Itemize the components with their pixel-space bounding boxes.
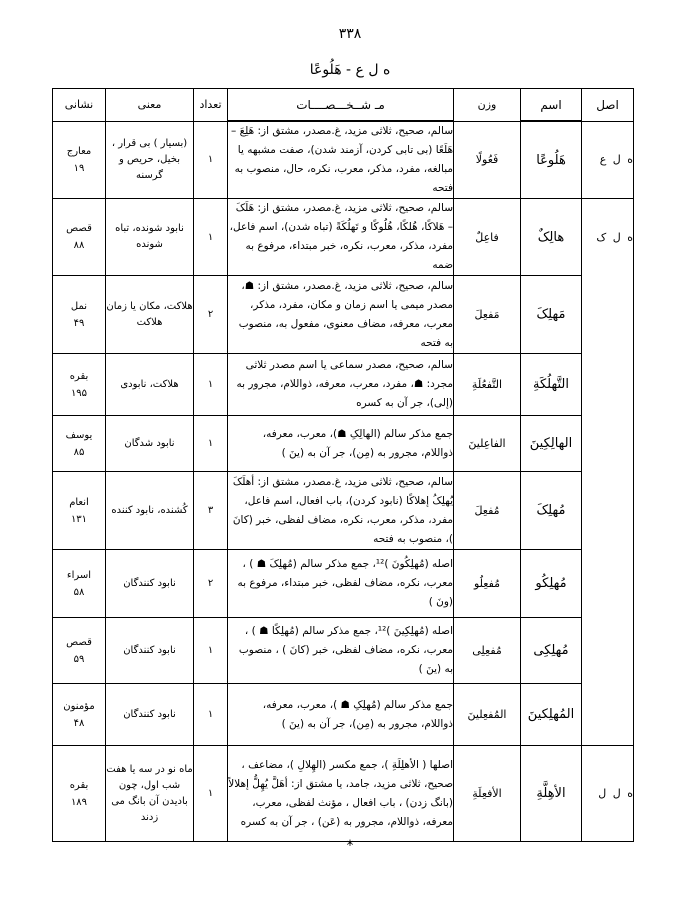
surah-name: مؤمنون [63,700,95,712]
page-number: ۳۳۸ [338,26,362,42]
specification-cell: اصلها ( الأهلِلَةِ )، جمع مکسر (الهِلالِ )، مضاعف ، صحیح، ثلاثی مزید، جامد، یا مشتق از: أهَلَّ یُهِلُّ إهلالاً (بانگ زدن) ، باب افعال ، مؤنث لفظی، معرب، معرفه، ذواللام، مجرور به (عَن) ، جر آن به کسره [228,746,454,842]
root-cell [582,550,634,618]
pattern-cell: المُفعِلینَ [454,684,521,746]
meaning-cell: نابود شدگان [106,416,194,472]
header-word: اسم [521,89,582,122]
meaning-cell: هلاکت، مکان یا زمان هلاکت [106,276,194,354]
word-cell: هالِکٌ [521,199,582,276]
root-cell [582,472,634,550]
count-cell: ۱ [194,416,228,472]
verse-number: ۵۹ [73,653,85,665]
verse-number: ۸۵ [73,446,85,458]
count-cell: ۱ [194,618,228,684]
table-row [53,276,634,354]
specification-cell: اصله (مُهلِکِینَ )¹²، جمع مذکر سالم (مُهلِکًا ☗ ) ، معرب، نکره، مضاف لفظی، خبر (کانَ ) ، منصوب به (ینَ ) [228,618,454,684]
specification-cell: سالم، صحیح، ثلاثی مزید، غ.مصدر، مشتق از: أهلَکَ یُهلِکُ إهلاکًا (نابود کردن)، باب افعال، اسم فاعل، مفرد، مذکر، معرب، نکره، مضاف لفظی، خبر (کانَ )، منصوب به فتحه [228,472,454,550]
reference-cell [53,618,106,684]
verse-number: ۱۹ [73,162,85,174]
meaning-cell: نابود کنندگان [106,550,194,618]
word-cell: مُهلِکِی [521,618,582,684]
verse-number: ۵۸ [73,586,85,598]
word-cell: هَلُوعًا [521,121,582,199]
specification-cell: جمع مذکر سالم (الهالِکِ ☗)، معرب، معرفه، ذواللام، مجرور به (مِن)، جر آن به (ینَ ) [228,416,454,472]
reference-cell [53,746,106,842]
word-cell: مُهلِکُو [521,550,582,618]
table-header-row [53,89,634,122]
header-meaning: معنی [106,89,194,122]
root-cell: ﻩ ل ک [582,199,634,276]
count-cell: ۲ [194,276,228,354]
surah-name: اسراء [66,569,92,581]
verse-number: ۸۸ [73,240,85,251]
header-specification: مـ شــخـــصــــات [228,89,454,122]
table-row [53,618,634,684]
surah-name: بقره [69,370,89,382]
pattern-cell: مُفعِلُو [454,550,521,618]
pattern-cell: فَعُولًا [454,121,521,199]
root-cell: ﻩ ل ل [582,746,634,842]
reference-cell [53,199,106,276]
surah-name: قصص [66,223,92,234]
count-cell: ۳ [194,472,228,550]
verse-number: ۱۸۹ [70,796,88,808]
table-row [53,550,634,618]
reference-cell [53,416,106,472]
specification-cell: سالم، صحیح، ثلاثی مزید، غ.مصدر، مشتق از: هَلِعَ – هَلَعًا (بی تابی کردن، آزمند شدن)، صفت مشبهه یا مبالغه، مفرد، مذکر، معرب، نکره، حال، منصوب به فتحه [228,121,454,199]
reference-cell [53,276,106,354]
count-cell: ۱ [194,121,228,199]
meaning-cell: نابود کنندگان [106,684,194,746]
specification-cell: جمع مذکر سالم (مُهلِکِ ☗ )، معرب، معرفه، ذواللام، مجرور به (مِن)، جر آن به (ینَ ) [228,684,454,746]
root-cell [582,684,634,746]
table-row [53,684,634,746]
count-cell: ۱ [194,746,228,842]
root-cell: ﻩ ل ع [582,121,634,199]
pattern-cell: التَّفعُلَةِ [454,354,521,416]
specification-cell: سالم، صحیح، ثلاثی مزید، غ.مصدر، مشتق از: ☗، مصدر میمی یا اسم زمان و مکان، مفرد، مذکر، معرب، معرفه، مضاف معنوی، مفعول به، منصوب به فتحه [228,276,454,354]
pattern-cell: مُفعِلَ [454,472,521,550]
count-cell: ۱ [194,199,228,276]
footer-asterisk: * [346,838,354,854]
table-row [53,472,634,550]
word-cell: مُهلِکَ [521,472,582,550]
meaning-cell: نابود کنندگان [106,618,194,684]
reference-cell [53,550,106,618]
surah-name: انعام [69,496,89,508]
header-reference: نشانی [53,89,106,122]
table-row [53,199,634,276]
verse-number: ۱۳۱ [70,513,88,525]
root-cell [582,354,634,416]
specification-cell: سالم، صحیح، ثلاثی مزید، غ.مصدر، مشتق از: هَلَکَ – هَلاکًا، هُلکًا، هُلُوکًا و تَهلُکَةً (تباه شدن)، اسم فاعل، مفرد، مذکر، معرب، نکره، خبر مبتداء، مرفوع به ضمه [228,199,454,276]
surah-name: نمل [70,300,88,312]
table-row [53,416,634,472]
word-cell: المُهلِکینَ [521,684,582,746]
root-cell [582,276,634,354]
count-cell: ۱ [194,354,228,416]
pattern-cell: الأفعِلَةِ [454,746,521,842]
reference-cell [53,684,106,746]
verse-number: ۴۸ [73,717,85,729]
table-row [53,121,634,199]
word-cell: مَهلِکَ [521,276,582,354]
reference-cell [53,354,106,416]
word-cell: الأهِلَّةِ [521,746,582,842]
word-cell: الهالِکِینَ [521,416,582,472]
meaning-cell: نابود شونده، تباه شونده [106,199,194,276]
verse-number: ۴۹ [73,317,85,329]
page-title: ﻩ ل ع - هَلُوعًا [309,62,391,78]
surah-name: یوسف [65,429,93,441]
header-root: اصل [582,89,634,122]
meaning-cell: هلاکت، نابودی [106,354,194,416]
pattern-cell: الفاعِلینَ [454,416,521,472]
reference-cell [53,121,106,199]
meaning-cell: (بسیار ) بی قرار ، بخیل، حریص و گرسنه [106,121,194,199]
pattern-cell: مَفعِلَ [454,276,521,354]
table-row [53,746,634,842]
count-cell: ۱ [194,684,228,746]
surah-name: بقره [69,779,89,791]
pattern-cell: فاعِلٌ [454,199,521,276]
surah-name: معارج [66,145,92,157]
header-pattern: وزن [454,89,521,122]
word-cell: التَّهلُکَةِ [521,354,582,416]
pattern-cell: مُفعِلِی [454,618,521,684]
table-row [53,354,634,416]
specification-cell: اصله (مُهلِکُونَ )¹²، جمع مذکر سالم (مُهلِکَ ☗ ) ، معرب، نکره، مضاف لفظی، خبر مبتداء، مرفوع به (ونَ ) [228,550,454,618]
surah-name: قصص [66,636,92,648]
root-cell [582,416,634,472]
lexicon-table [52,88,634,842]
count-cell: ۲ [194,550,228,618]
header-count: تعداد [194,89,228,122]
specification-cell: سالم، صحیح، مصدر سماعی یا اسم مصدر ثلاثی مجرد: ☗، مفرد، معرب، معرفه، ذواللام، مجرور به (إلی)، جر آن به کسره [228,354,454,416]
root-cell [582,618,634,684]
meaning-cell: کُشنده، نابود کننده [106,472,194,550]
verse-number: ۱۹۵ [70,387,88,399]
meaning-cell: ماه نو در سه یا هفت شب اول، چون باديدن آن بانگ می زدند [106,746,194,842]
reference-cell [53,472,106,550]
